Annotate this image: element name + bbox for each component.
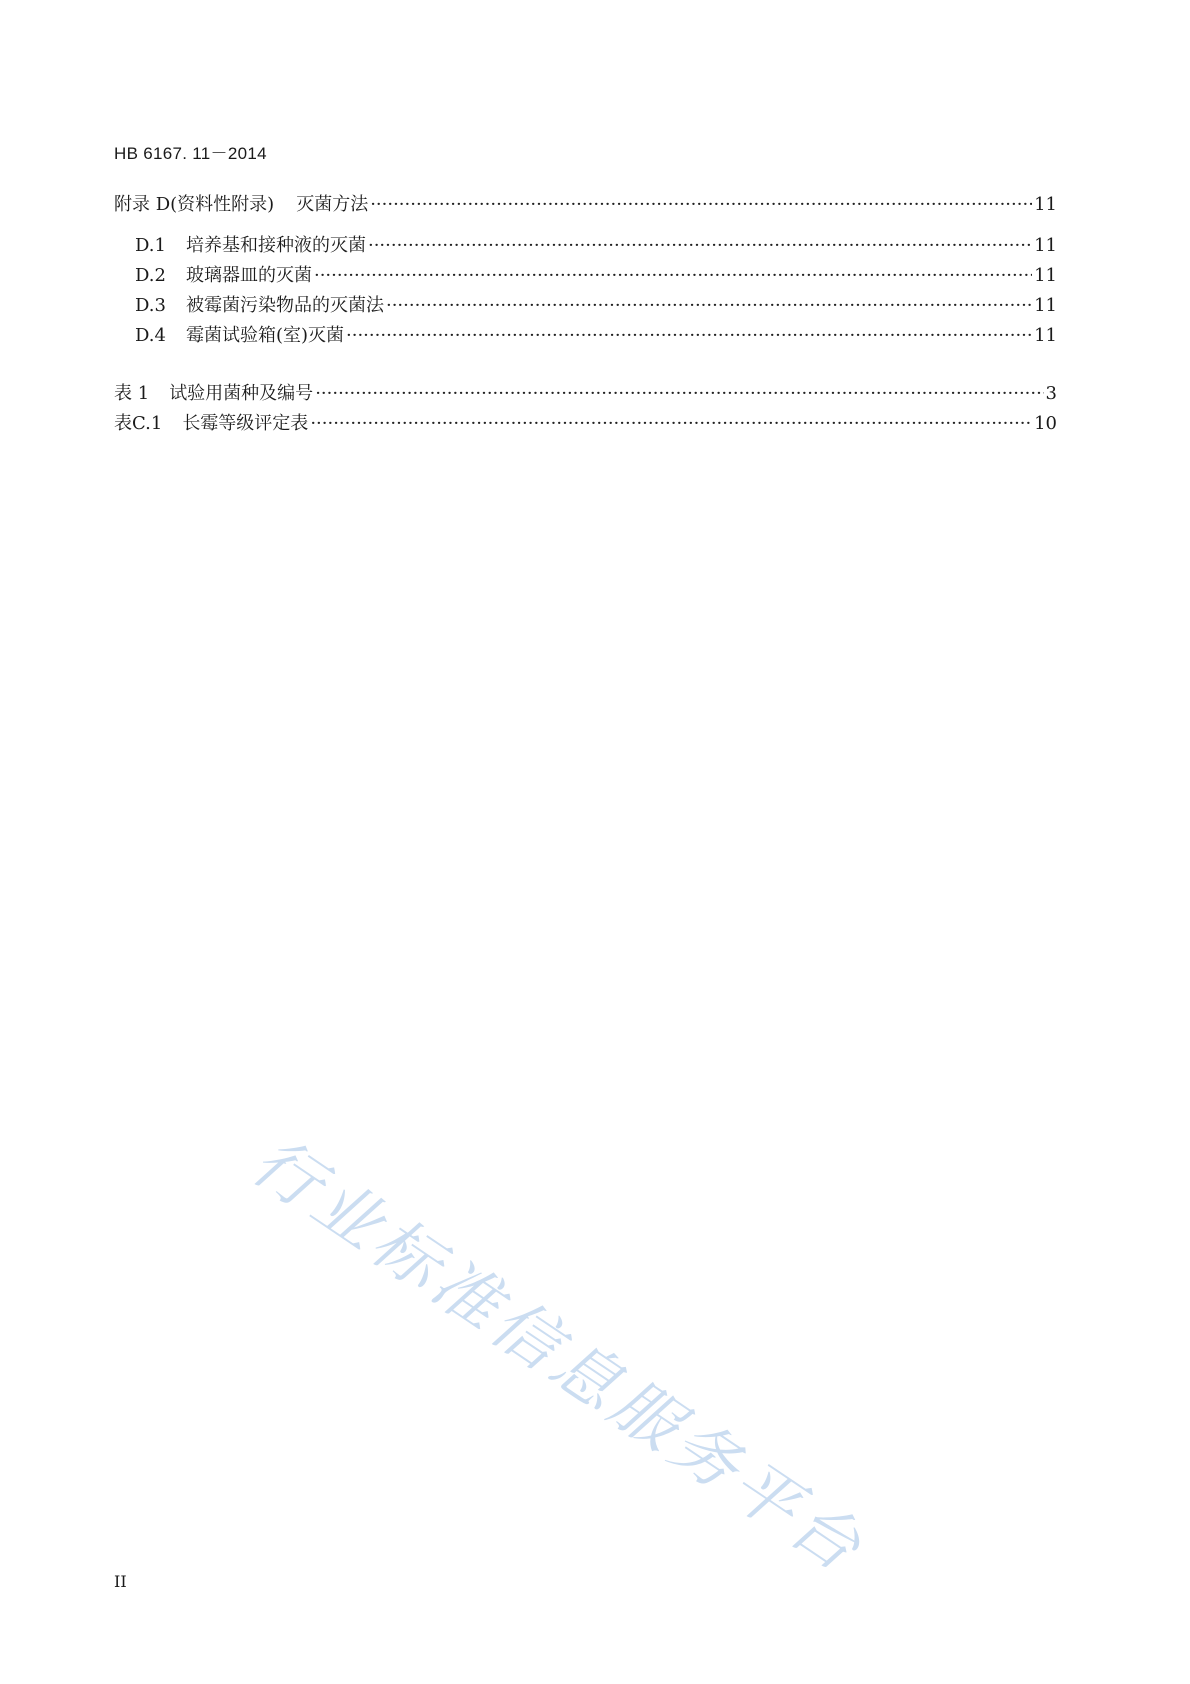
dot-leader bbox=[310, 413, 1032, 434]
toc-page-number: 11 bbox=[1034, 194, 1057, 215]
toc-table-title: 试验用菌种及编号 bbox=[169, 383, 314, 404]
dot-leader bbox=[370, 194, 1032, 215]
page-number-footer: II bbox=[114, 1572, 127, 1591]
toc-section-number: D.2 bbox=[135, 265, 166, 286]
dot-leader bbox=[346, 325, 1032, 346]
dot-leader bbox=[386, 295, 1032, 316]
toc-page-number: 3 bbox=[1045, 383, 1057, 404]
toc-page-number: 10 bbox=[1034, 413, 1057, 434]
toc-table-title: 长霉等级评定表 bbox=[182, 413, 309, 434]
toc-appendix-title: 灭菌方法 bbox=[296, 194, 369, 215]
toc-section-title: 被霉菌污染物品的灭菌法 bbox=[185, 295, 384, 316]
toc-appendix-label: 附录 D(资料性附录) bbox=[114, 194, 275, 215]
toc-entry-table-c1[interactable] bbox=[114, 409, 1057, 435]
toc-section-title: 玻璃器皿的灭菌 bbox=[185, 265, 312, 286]
toc-section-number: D.1 bbox=[135, 235, 166, 256]
toc-page-number: 11 bbox=[1034, 265, 1057, 286]
toc-entry-appendix-d[interactable] bbox=[114, 190, 1057, 216]
dot-leader bbox=[315, 383, 1043, 404]
toc-section-title: 培养基和接种液的灭菌 bbox=[185, 235, 366, 256]
watermark: 行业标准信息服务平台 bbox=[238, 1122, 879, 1589]
document-header: HB 6167. 11－2014 bbox=[114, 144, 267, 163]
toc-page-number: 11 bbox=[1034, 235, 1057, 256]
toc-entry-d2[interactable] bbox=[114, 261, 1057, 287]
toc-table-number: 表C.1 bbox=[114, 413, 163, 434]
dot-leader bbox=[368, 235, 1032, 256]
toc-entry-d4[interactable] bbox=[114, 321, 1057, 347]
toc-section-number: D.4 bbox=[135, 325, 166, 346]
toc-entry-table-1[interactable] bbox=[114, 379, 1057, 405]
dot-leader bbox=[314, 265, 1032, 286]
toc-table-number: 表 1 bbox=[114, 383, 150, 404]
toc-page-number: 11 bbox=[1034, 325, 1057, 346]
toc-page-number: 11 bbox=[1034, 295, 1057, 316]
toc-section-title: 霉菌试验箱(室)灭菌 bbox=[185, 325, 345, 346]
toc-entry-d3[interactable] bbox=[114, 291, 1057, 317]
toc-section-number: D.3 bbox=[135, 295, 166, 316]
toc-entry-d1[interactable] bbox=[114, 231, 1057, 257]
